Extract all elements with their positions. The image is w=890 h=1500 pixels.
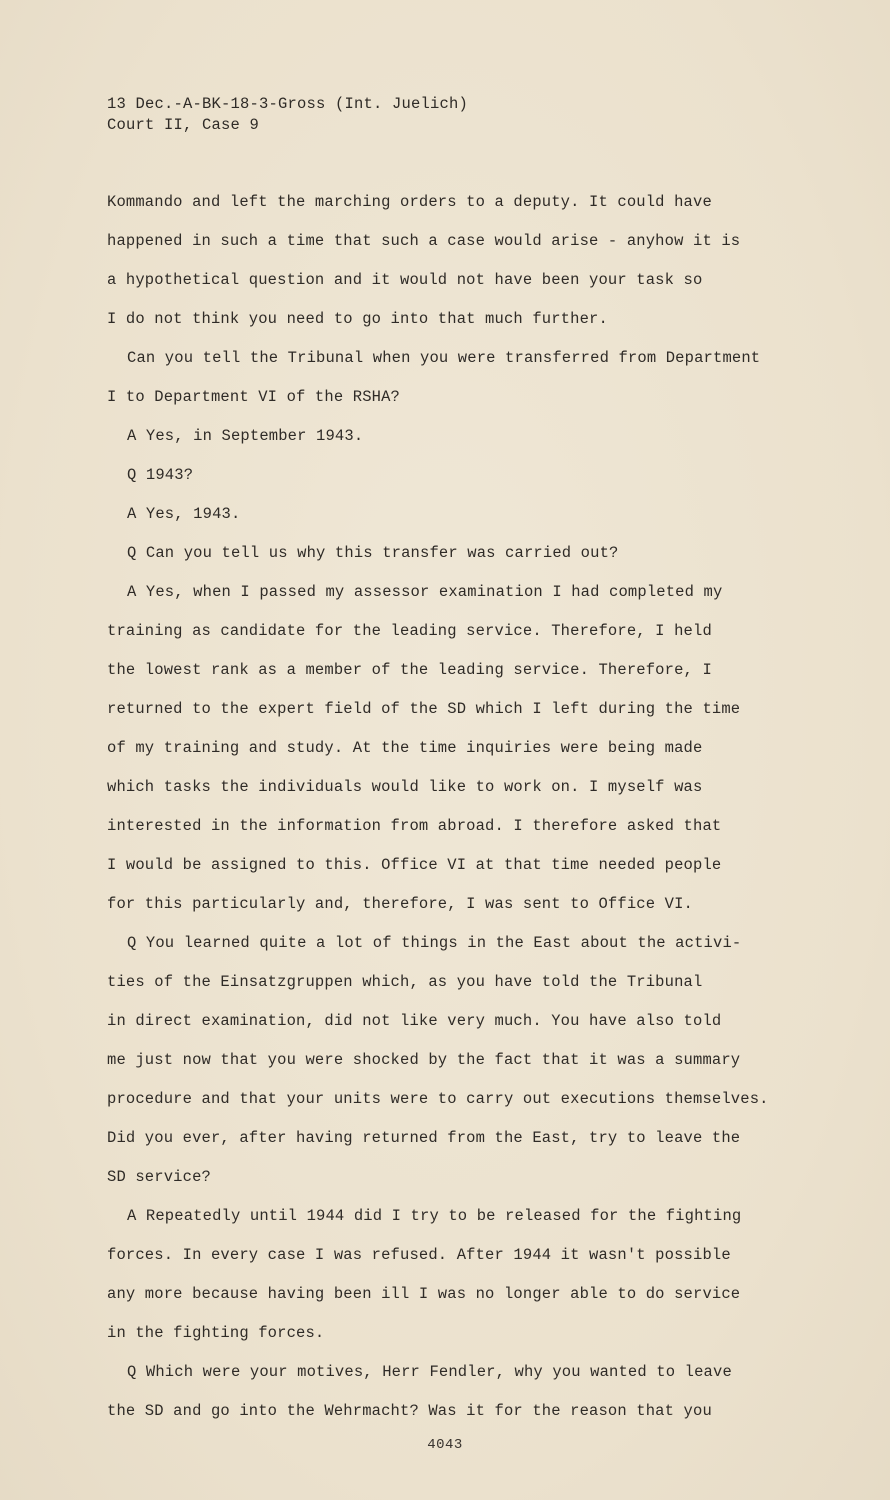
text-line: the SD and go into the Wehrmacht? Was it for the reason that you [107,1402,712,1420]
text-line: training as candidate for the leading service. Therefore, I held [107,622,712,640]
text-line: returned to the expert field of the SD which I left during the time [107,700,741,718]
answer-line: A Yes, in September 1943. [127,427,364,445]
text-line: any more because having been ill I was no longer able to do service [107,1285,741,1303]
text-line: SD service? [107,1168,211,1186]
text-line: I to Department VI of the RSHA? [107,388,400,406]
text-line: for this particularly and, therefore, I was sent to Office VI. [107,895,693,913]
question-line: Q Can you tell us why this transfer was carried out? [127,544,619,562]
text-line: of my training and study. At the time inquiries were being made [107,739,703,757]
text-line: I would be assigned to this. Office VI at that time needed people [107,856,722,874]
question-line: Q You learned quite a lot of things in the East about the activi- [127,934,742,952]
text-line: procedure and that your units were to carry out executions themselves. [107,1090,769,1108]
text-line: happened in such a time that such a case would arise - anyhow it is [107,232,741,250]
text-line: a hypothetical question and it would not have been your task so [107,271,703,289]
text-line: interested in the information from abroad. I therefore asked that [107,817,722,835]
text-line: in direct examination, did not like very much. You have also told [107,1012,722,1030]
page-number: 4043 [427,1437,463,1453]
answer-line: A Yes, 1943. [127,505,241,523]
text-line: which tasks the individuals would like to work on. I myself was [107,778,703,796]
text-line: me just now that you were shocked by the fact that it was a summary [107,1051,741,1069]
text-line: I do not think you need to go into that much further. [107,310,608,328]
transcript-body [107,190,787,1438]
text-line: the lowest rank as a member of the leading service. Therefore, I [107,661,712,679]
answer-line: A Yes, when I passed my assessor examination I had completed my [127,583,723,601]
header-line-2: Court II, Case 9 [107,116,260,134]
question-line: Q Which were your motives, Herr Fendler, why you wanted to leave [127,1363,732,1381]
text-line: ties of the Einsatzgruppen which, as you have told the Tribunal [107,973,703,991]
answer-line: A Repeatedly until 1944 did I try to be released for the fighting [127,1207,742,1225]
question-line: Q 1943? [127,466,194,484]
document-header [107,94,468,136]
text-line: Kommando and left the marching orders to a deputy. It could have [107,193,712,211]
text-line: Did you ever, after having returned from the East, try to leave the [107,1129,741,1147]
header-line-1: 13 Dec.-A-BK-18-3-Gross (Int. Juelich) [107,95,469,113]
text-line: Can you tell the Tribunal when you were transferred from Department [127,349,761,367]
text-line: in the fighting forces. [107,1324,325,1342]
text-line: forces. In every case I was refused. After 1944 it wasn't possible [107,1246,731,1264]
